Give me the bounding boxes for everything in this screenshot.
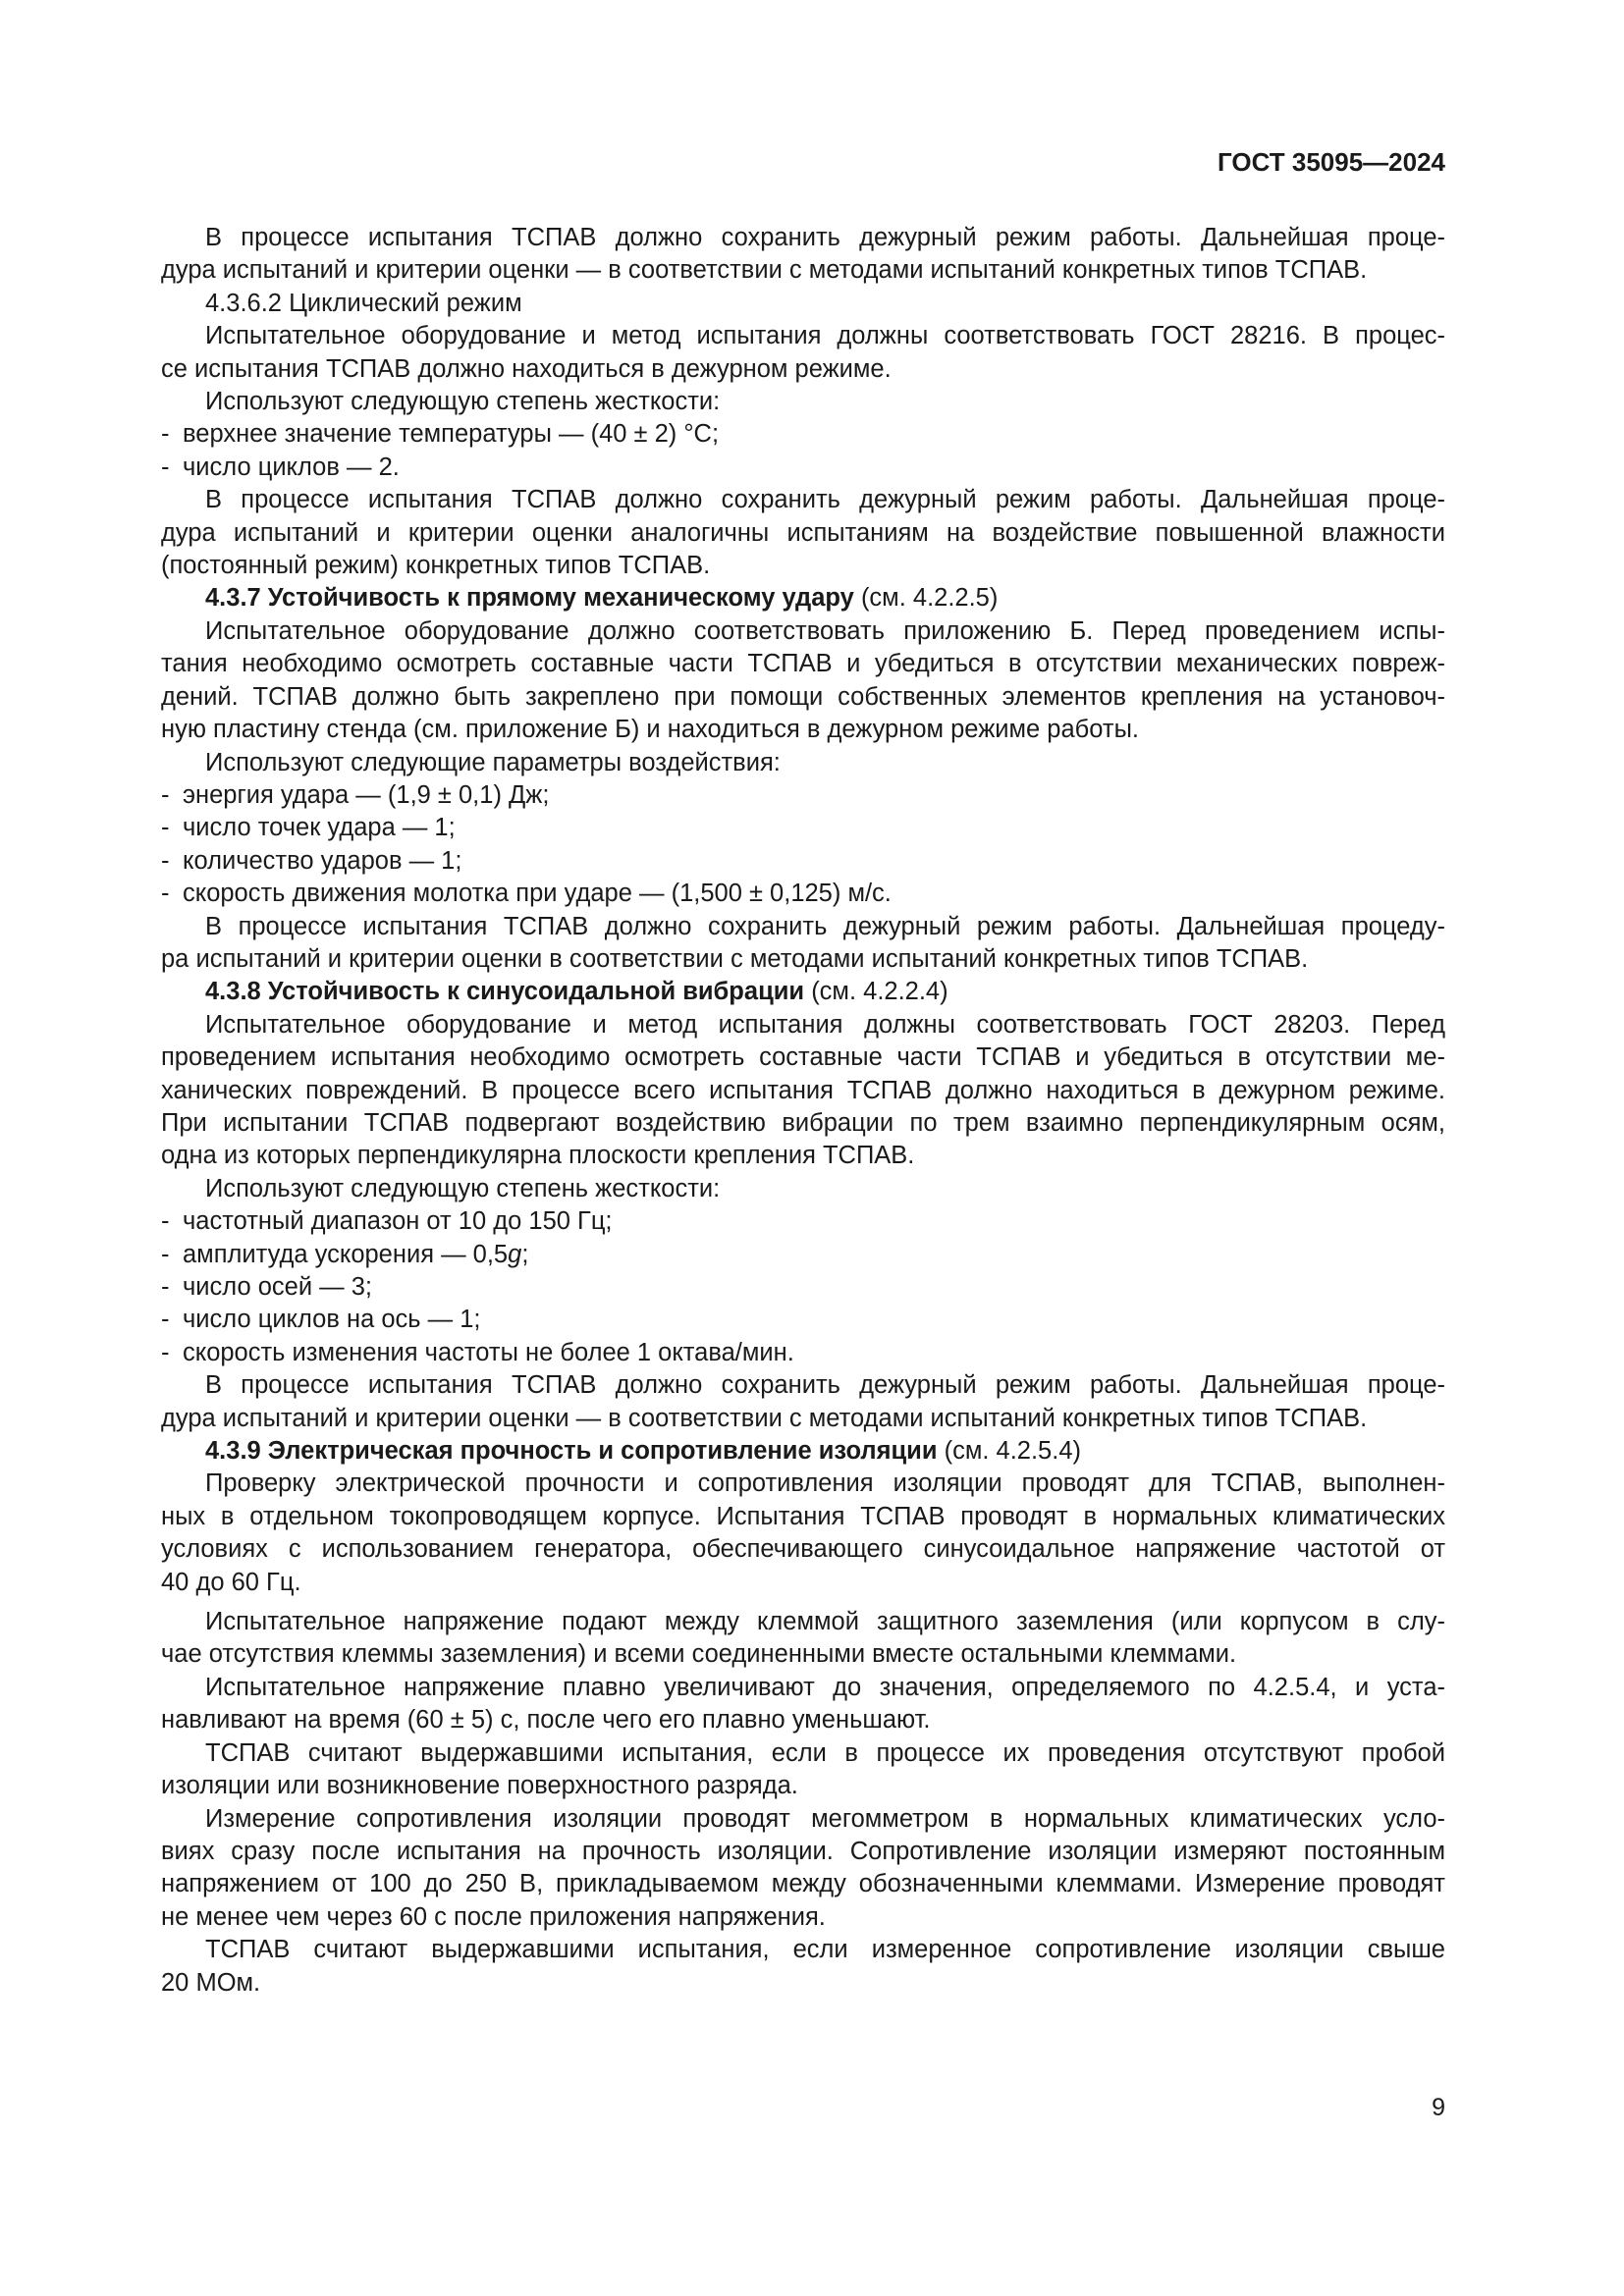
text-line: тания необходимо осмотреть составные части ТСПАВ и убедиться в отсутствии механических повреж- <box>161 650 1445 678</box>
section-heading-bold: 4.3.7 Устойчивость к прямому механическому удару <box>205 584 854 613</box>
text-line: В процессе испытания ТСПАВ должно сохранить дежурный режим работы. Дальнейшая проце- <box>205 224 1445 251</box>
text-line: проведением испытания необходимо осмотреть составные части ТСПАВ и убедиться в отсутствии ме- <box>161 1043 1445 1072</box>
list-item: - энергия удара — (1,9 ± 0,1) Дж; <box>161 779 1445 812</box>
list-item: - число циклов — 2. <box>161 452 1445 484</box>
section-heading-4-3-9 <box>161 1435 1445 1468</box>
text-line: дура испытаний и критерии оценки аналогичны испытаниям на воздействие повышенной влажности <box>161 518 1445 547</box>
text-line: напряжением от 100 до 250 В, прикладываемом между обозначенными клеммами. Измерение проводят <box>161 1870 1445 1898</box>
text-line: Испытательное оборудование и метод испытания должны соответствовать ГОСТ 28203. Перед <box>205 1010 1445 1039</box>
text-line: 40 до 60 Гц. <box>161 1568 301 1596</box>
text-line: ТСПАВ считают выдержавшими испытания, если в процессе их проведения отсутствуют пробой <box>205 1738 1445 1767</box>
text-line: дений. ТСПАВ должно быть закреплено при помощи собственных элементов крепления на установоч- <box>161 682 1445 711</box>
page-body <box>161 222 1445 2000</box>
section-heading-ref: (см. 4.2.2.5) <box>853 584 999 613</box>
text-line: При испытании ТСПАВ подвергают воздействию вибрации по трем взаимно перпендикулярным осям, <box>161 1108 1445 1137</box>
text-line: Используют следующую степень жесткости: <box>205 388 721 416</box>
clause-heading: 4.3.6.2 Циклический режим <box>205 289 522 317</box>
list-item-text: ; <box>521 1240 529 1268</box>
text-line: Испытательное оборудование и метод испытания должны соответствовать ГОСТ 28216. В процес- <box>205 322 1445 350</box>
list-item: - верхнее значение температуры — (40 ± 2) °С; <box>161 418 1445 451</box>
text-line: дура испытаний и критерии оценки — в соответствии с методами испытаний конкретных типов ТСПАВ. <box>161 1404 1368 1432</box>
section-heading-bold: 4.3.9 Электрическая прочность и сопротивление изоляции <box>205 1437 938 1466</box>
text-line: условиях с использованием генератора, обеспечивающего синусоидальное напряжение частотой от <box>161 1535 1445 1564</box>
text-line: В процессе испытания ТСПАВ должно сохранить дежурный режим работы. Дальнейшая проце- <box>205 1371 1445 1400</box>
section-heading-4-3-8 <box>161 976 1445 1008</box>
text-line: ра испытаний и критерии оценки в соответствии с методами испытаний конкретных типов ТСПАВ. <box>161 944 1309 973</box>
document-header: ГОСТ 35095—2024 <box>1218 147 1445 177</box>
section-heading-4-3-7 <box>161 582 1445 614</box>
gravity-symbol: g <box>508 1240 522 1268</box>
text-line: ных в отдельном токопроводящем корпусе. Испытания ТСПАВ проводят в нормальных климатических <box>161 1502 1445 1530</box>
text-line: 20 МОм. <box>161 1968 261 1997</box>
list-item: - частотный диапазон от 10 до 150 Гц; <box>161 1205 1445 1238</box>
text-line: изоляции или возникновение поверхностного разряда. <box>161 1772 798 1800</box>
text-line: не менее чем через 60 с после приложения напряжения. <box>161 1902 826 1931</box>
list-item-text: амплитуда ускорения — 0,5 <box>183 1240 509 1268</box>
text-line: дура испытаний и критерии оценки — в соответствии с методами испытаний конкретных типов ТСПАВ. <box>161 256 1368 285</box>
text-line: виях сразу после испытания на прочность изоляции. Сопротивление изоляции измеряют постоянным <box>161 1837 1445 1865</box>
list-item: - число осей — 3; <box>161 1271 1445 1304</box>
text-line: В процессе испытания ТСПАВ должно сохранить дежурный режим работы. Дальнейшая процеду- <box>205 912 1445 940</box>
text-line: навливают на время (60 ± 5) с, после чего его плавно уменьшают. <box>161 1706 931 1735</box>
text-line: ханических повреждений. В процессе всего испытания ТСПАВ должно находиться в дежурном режиме. <box>161 1076 1445 1104</box>
list-item: - скорость изменения частоты не более 1 октава/мин. <box>161 1337 1445 1369</box>
text-line: Испытательное напряжение плавно увеличивают до значения, определяемого по 4.2.5.4, и уста- <box>205 1673 1445 1701</box>
section-heading-ref: (см. 4.2.5.4) <box>937 1437 1082 1466</box>
list-item: - скорость движения молотка при ударе — (1,500 ± 0,125) м/с. <box>161 878 1445 910</box>
text-line: се испытания ТСПАВ должно находиться в дежурном режиме. <box>161 354 892 383</box>
text-line: Проверку электрической прочности и сопротивления изоляции проводят для ТСПАВ, выполнен- <box>205 1469 1445 1498</box>
list-item <box>161 1239 1445 1271</box>
list-item: - количество ударов — 1; <box>161 845 1445 878</box>
text-line: одна из которых перпендикулярна плоскости крепления ТСПАВ. <box>161 1142 915 1170</box>
text-line: ную пластину стенда (см. приложение Б) и находиться в дежурном режиме работы. <box>161 716 1139 744</box>
text-line: Используют следующие параметры воздействия: <box>205 748 781 776</box>
section-heading-bold: 4.3.8 Устойчивость к синусоидальной вибрации <box>205 978 805 1006</box>
text-line: ТСПАВ считают выдержавшими испытания, если измеренное сопротивление изоляции свыше <box>205 1936 1445 1964</box>
text-line: Измерение сопротивления изоляции проводят мегомметром в нормальных климатических усло- <box>205 1804 1445 1833</box>
list-item: - число циклов на ось — 1; <box>161 1304 1445 1336</box>
list-item: - число точек удара — 1; <box>161 812 1445 844</box>
section-heading-ref: (см. 4.2.2.4) <box>804 978 948 1006</box>
text-line: Испытательное напряжение подают между клеммой защитного заземления (или корпусом в слу- <box>205 1608 1445 1636</box>
page-number: 9 <box>1432 2094 1445 2121</box>
text-line: (постоянный режим) конкретных типов ТСПАВ. <box>161 552 711 580</box>
text-line: В процессе испытания ТСПАВ должно сохранить дежурный режим работы. Дальнейшая проце- <box>205 486 1445 514</box>
text-line: чае отсутствия клеммы заземления) и всеми соединенными вместе остальными клеммами. <box>161 1640 1237 1669</box>
text-line: Используют следующую степень жесткости: <box>205 1174 721 1202</box>
text-line: Испытательное оборудование должно соответствовать приложению Б. Перед проведением испы- <box>205 616 1445 645</box>
